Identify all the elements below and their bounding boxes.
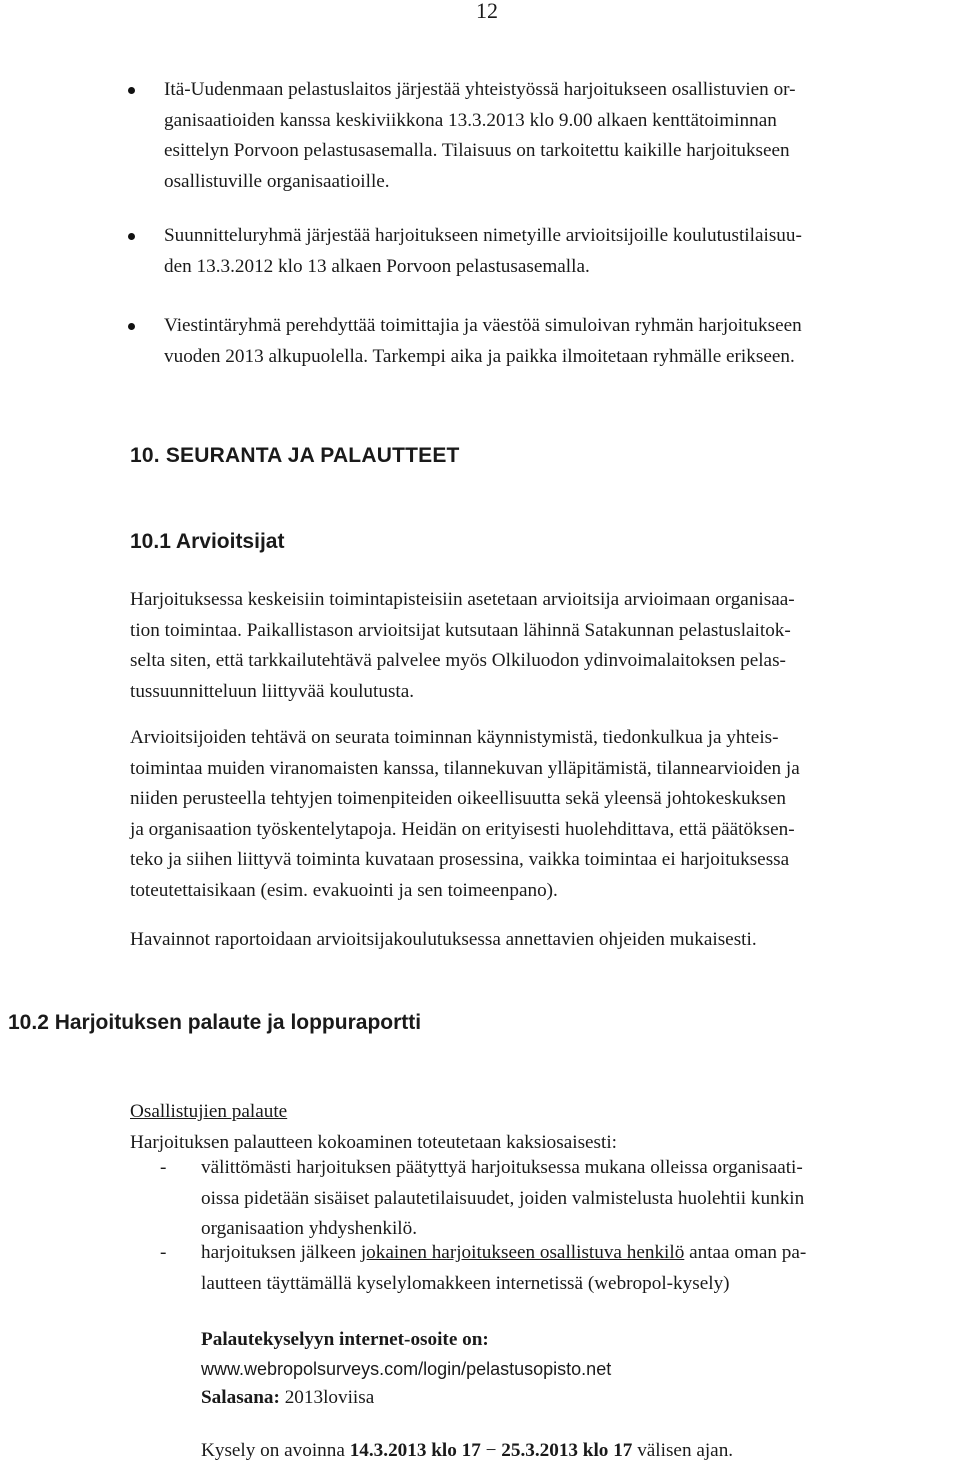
paragraph-line: Harjoituksessa keskeisiin toimintapisteisiin asetetaan arvioitsija arvioimaan organisaa- bbox=[130, 589, 795, 610]
text-run: välisen ajan. bbox=[632, 1440, 734, 1461]
paragraph-line: Arvioitsijoiden tehtävä on seurata toiminnan käynnistymistä, tiedonkulkua ja yhteis- bbox=[130, 727, 779, 748]
feedback-subheading: Osallistujien palaute bbox=[130, 1101, 288, 1122]
survey-info bbox=[201, 1325, 611, 1413]
section-10-1-paragraph-2 bbox=[130, 723, 800, 907]
open-start: 14.3.2013 klo 17 bbox=[349, 1440, 481, 1461]
bullet-2-line-1: Suunnitteluryhmä järjestää harjoitukseen nimetyille arvioitsijoille koulutustilaisuu- bbox=[164, 225, 802, 246]
paragraph-line: niiden perusteella tehtyjen toimenpiteiden oikeellisuutta sekä yleensä johtokeskuksen bbox=[130, 788, 786, 810]
section-10-1-paragraph-3: Havainnot raportoidaan arvioitsijakoulutuksessa annettavien ohjeiden mukaisesti. bbox=[130, 929, 757, 950]
list-line: välittömästi harjoituksen päätyttyä harjoituksessa mukana olleissa organisaati- bbox=[201, 1157, 803, 1178]
text-run: antaa oman pa- bbox=[684, 1242, 807, 1263]
text-run: Kysely on avoinna bbox=[201, 1440, 350, 1461]
bullet-dot bbox=[128, 233, 135, 240]
paragraph-line: toimintaa muiden viranomaisten kanssa, tilannekuvan ylläpitämistä, tilannearvioiden ja bbox=[130, 757, 800, 779]
section-10-2-heading: 10.2 Harjoituksen palaute ja loppuraportti bbox=[8, 1011, 422, 1034]
bullet-dot bbox=[128, 323, 135, 330]
list-line: lautteen täyttämällä kyselylomakkeen internetissä (webropol-kysely) bbox=[201, 1272, 730, 1294]
bullet-dot bbox=[128, 87, 135, 94]
survey-url[interactable]: www.webropolsurveys.com/login/pelastusopisto.net bbox=[201, 1358, 612, 1379]
feedback-intro: Harjoituksen palautteen kokoaminen toteutetaan kaksiosaisesti: bbox=[130, 1131, 618, 1153]
text-run: − bbox=[480, 1440, 502, 1461]
password-line bbox=[201, 1383, 611, 1414]
password-label: Salasana: bbox=[201, 1386, 280, 1408]
section-10-1-heading: 10.1 Arvioitsijat bbox=[130, 530, 285, 553]
survey-label: Palautekyselyyn internet-osoite on: bbox=[201, 1329, 489, 1350]
list-line bbox=[201, 1238, 806, 1269]
bullet-1-line-3: esittelyn Porvoon pelastusasemalla. Tilaisuus on tarkoitettu kaikille harjoitukseen bbox=[164, 140, 790, 162]
bullet-3-line-2: vuoden 2013 alkupuolella. Tarkempi aika ja paikka ilmoitetaan ryhmälle erikseen. bbox=[164, 345, 795, 367]
paragraph-line: tion toimintaa. Paikallistason arvioitsijat kutsutaan lähinnä Satakunnan pelastuslaitok- bbox=[130, 619, 791, 641]
text-run: harjoituksen jälkeen bbox=[201, 1242, 361, 1263]
list-line: oissa pidetään sisäiset palautetilaisuudet, joiden valmistelusta huolehtii kunkin bbox=[201, 1187, 805, 1209]
bullet-1-line-2: ganisaatioiden kanssa keskiviikkona 13.3.2013 klo 9.00 alkaen kenttätoiminnan bbox=[164, 109, 777, 131]
dash-marker: - bbox=[160, 1242, 167, 1263]
bullet-3-line-1: Viestintäryhmä perehdyttää toimittajia ja väestöä simuloivan ryhmän harjoitukseen bbox=[164, 315, 802, 336]
bullet-1-line-1: Itä-Uudenmaan pelastuslaitos järjestää yhteistyössä harjoitukseen osallistuvien or- bbox=[164, 79, 796, 100]
underlined-text: jokainen harjoitukseen osallistuva henkilö bbox=[360, 1242, 685, 1263]
paragraph-line: selta siten, että tarkkailutehtävä palvelee myös Olkiluodon ydinvoimalaitoksen pelas- bbox=[130, 650, 786, 672]
bullet-1-line-4: osallistuville organisaatioille. bbox=[164, 170, 390, 192]
page-number: 12 bbox=[476, 0, 498, 23]
paragraph-line: ja organisaation työskentelytapoja. Heidän on erityisesti huolehdittava, että päätöksen- bbox=[130, 818, 795, 840]
section-10-heading: 10. SEURANTA JA PALAUTTEET bbox=[130, 444, 460, 467]
password-value: 2013loviisa bbox=[279, 1386, 375, 1408]
feedback-block bbox=[130, 1097, 617, 1158]
paragraph-line: teko ja siihen liittyvä toiminta kuvataan prosessina, vaikka toimintaa ei harjoituksessa bbox=[130, 849, 790, 871]
paragraph-line: tussuunnitteluun liittyvää koulutusta. bbox=[130, 680, 415, 702]
survey-open-period bbox=[201, 1436, 733, 1467]
list-line: organisaation yhdyshenkilö. bbox=[201, 1218, 418, 1240]
section-10-1-paragraph-1 bbox=[130, 585, 795, 707]
open-end: 25.3.2013 klo 17 bbox=[501, 1440, 633, 1461]
paragraph-line: toteutettaisikaan (esim. evakuointi ja sen toimeenpano). bbox=[130, 879, 558, 901]
dash-marker: - bbox=[160, 1157, 167, 1178]
bullet-2-line-2: den 13.3.2012 klo 13 alkaen Porvoon pelastusasemalla. bbox=[164, 255, 590, 277]
